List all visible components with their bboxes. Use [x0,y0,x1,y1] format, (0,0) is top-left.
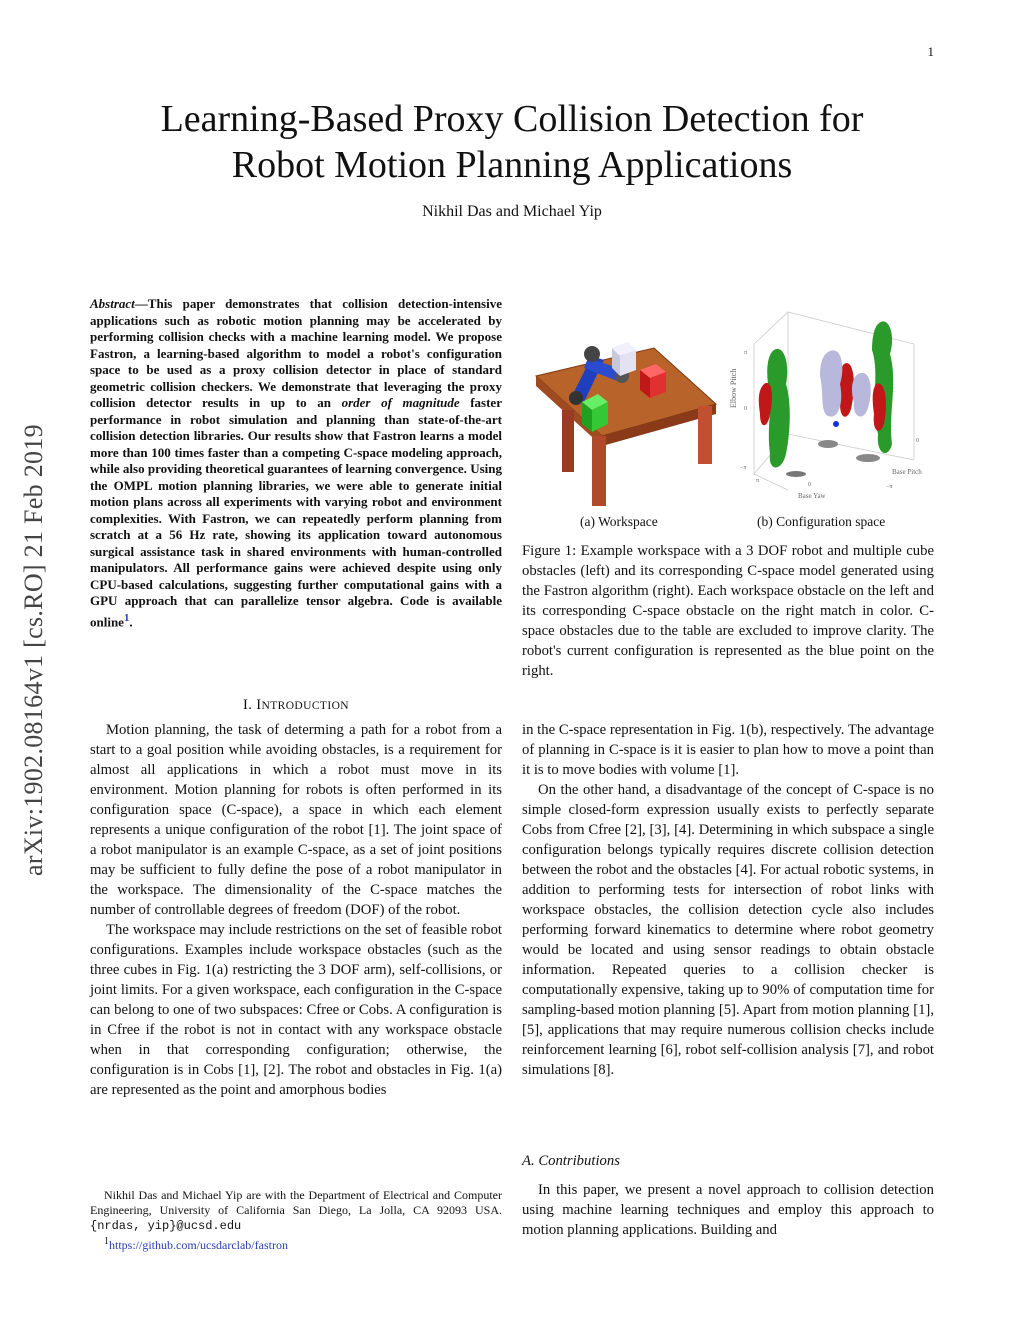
x-tick-pi: π [756,478,760,484]
right-paragraph-1: in the C-space representation in Fig. 1(b), respectively. The advantage of planning in C-space is it is easier to plan how to move a point than it is to move bodies with volume [1]. [522,722,934,778]
cspace-white-obstacle [820,350,842,416]
axis-label-elbow-pitch: Elbow Pitch [729,368,738,408]
left-paragraph-1: Motion planning, the task of determing a path for a robot from a start to a goal position while avoiding obstacles, is a requirement for almost all applications in which a robot must move in its environment. Motion planning for robots is often performed in its configuration space (C-space), a space in which each element represents a unique configuration of the robot [1]. The joint space of a robot manipulator is an example C-space, as a set of joint positions may be sufficient to fully define the pose of a robot manipulator in the workspace. The dimensionality of the C-space matches the number of controllable degrees of freedom (DOF) of the robot. [90,722,502,918]
paper-title [0,96,1024,188]
figure-1a-workspace [532,336,722,508]
arxiv-stamp [14,350,54,950]
abstract-emph: order of magnitude [341,395,460,410]
obstacle-shadow [786,471,806,477]
table-leg [562,410,574,472]
obstacle-shadow [818,440,838,448]
table-leg [592,436,606,506]
abstract [90,296,502,630]
code-url-link[interactable]: https://github.com/ucsdarclab/fastron [109,1238,288,1252]
authors: Nikhil Das and Michael Yip [422,203,602,220]
robot-joint [584,346,600,362]
robot-base [569,391,583,405]
subsection-contributions: A. Contributions [522,1153,620,1169]
abstract-footnote-link[interactable]: 1 [123,611,130,624]
left-paragraph-2: The workspace may include restrictions on the set of feasible robot configurations. Examples include workspace obstacles (such as the three cubes in Fig. 1(a) restricting the 3 DOF arm), self-collisions, or joint limits. For a given workspace, each configuration in the C-space can belong to one of two subspaces: Cfree or Cobs. A configuration is in Cfree if the robot is not in contact with any workspace obstacle when in that corresponding configuration; otherwise, the configuration is in Cobs [1], [2]. The robot and obstacles in Fig. 1(a) are represented as the point and amorphous bodies [90,922,502,1098]
figure-1b-cspace [728,304,938,504]
contributions-body [522,1180,934,1240]
axis-label-base-pitch: Base Pitch [892,468,922,476]
abstract-text-a: —This paper demonstrates that collision detection-intensive applications such as robotic motion planning may be accelerated by performing collision checks with a machine learning model. We propose Fastron, a learning-based algorithm to model a robot's configuration space to be used as a proxy collision detector in place of standard geometric collision checkers. We demonstrate that leveraging the proxy collision detector results in up to an [90,296,502,410]
right-paragraph-2: On the other hand, a disadvantage of the concept of C-space is no simple closed-form expression usually exists to perfectly separate Cobs from Cfree [2], [3], [4]. Determining in which subspace a single configuration belongs typically requires discrete collision detection between the robot and the obstacles [4]. For actual robotic systems, in addition to performing tests for intersection of robot links with workspace obstacles, the collision detection cycle also includes performing forward kinematics to determine where robot geometry would be located and using sensor readings to obtain obstacle information. Repeated queries to a collision checker is computationally expensive, taking up to 90% of computation time for sampling-based motion planning [5]. Apart from motion planning [1], [5], applications that may require numerous collision checks include reinforcement learning [6], robot self-collision analysis [7], and robot simulations [8]. [522,782,934,1078]
z-tick-zero: 0 [744,406,747,412]
axis-label-base-yaw: Base Yaw [798,492,826,500]
table-leg [698,406,712,464]
left-body [90,720,502,1100]
author-emails: {nrdas, yip}@ucsd.edu [90,1219,242,1233]
y-tick-zero: 0 [916,438,919,444]
title-line-2: Robot Motion Planning Applications [231,144,793,186]
current-configuration-point [833,421,839,427]
contributions-paragraph: In this paper, we present a novel approach to collision detection using machine learning techniques and employ this approach to motion planning applications. Building and [522,1182,934,1238]
y-tick-negpi: −π [886,484,893,490]
abstract-text-b: faster performance in robot simulation and planning than state-of-the-art collision detection libraries. Our results show that Fastron learns a model more than 100 times faster than a competing C-space modeling approach, while also providing theoretical guarantees of learning convergence. Using the OMPL motion planning libraries, we were able to generate initial motion plans across all experiments with varying robot and environment complexities. With Fastron, we can repeatedly perform planning from scratch at a 56 Hz rate, showing its application toward autonomous surgical assistance task in shared environments with human-controlled manipulators. All performance gains were achieved despite using only CPU-based calculations, suggesting further computational gains with a GPU approach that can parallelize tensor algebra. Code is available online [90,395,502,629]
arxiv-id: arXiv:1902.08164v1 [cs.RO] 21 Feb 2019 [19,424,48,876]
x-tick-zero: 0 [808,482,811,488]
z-tick-negpi: −π [740,465,747,471]
title-line-1: Learning-Based Proxy Collision Detection for [160,98,864,140]
right-body [522,720,934,1080]
cspace-white-obstacle [852,373,871,417]
abstract-end: . [129,613,133,629]
page-number: 1 [927,44,934,59]
affiliation-footnote: Nikhil Das and Michael Yip are with the Department of Electrical and Computer Engineering, University of California San Diego, La Jolla, CA 92093 USA. {nrdas, yip}@ucsd.edu $^1$https://github.com/ucsdarclab/fastron [90,1188,502,1252]
z-tick-pi: π [744,350,748,356]
section-heading-introduction: I. INTRODUCTION [243,697,349,713]
cspace-red-obstacle [873,384,886,431]
abstract-label: Abstract [90,296,135,311]
subcaption-a: (a) Workspace [580,514,658,529]
figure-1-caption: Figure 1: Example workspace with a 3 DOF robot and multiple cube obstacles (left) and its corresponding C-space model generated using the Fastron algorithm (right). Each workspace obstacle on the left and its corresponding C-space obstacle on the right match in color. C-space obstacles due to the table are excluded to improve clarity. The robot's current configuration is represented as the blue point on the right. [522,543,934,679]
subcaption-b: (b) Configuration space [757,514,886,529]
obstacle-shadow [856,454,880,462]
